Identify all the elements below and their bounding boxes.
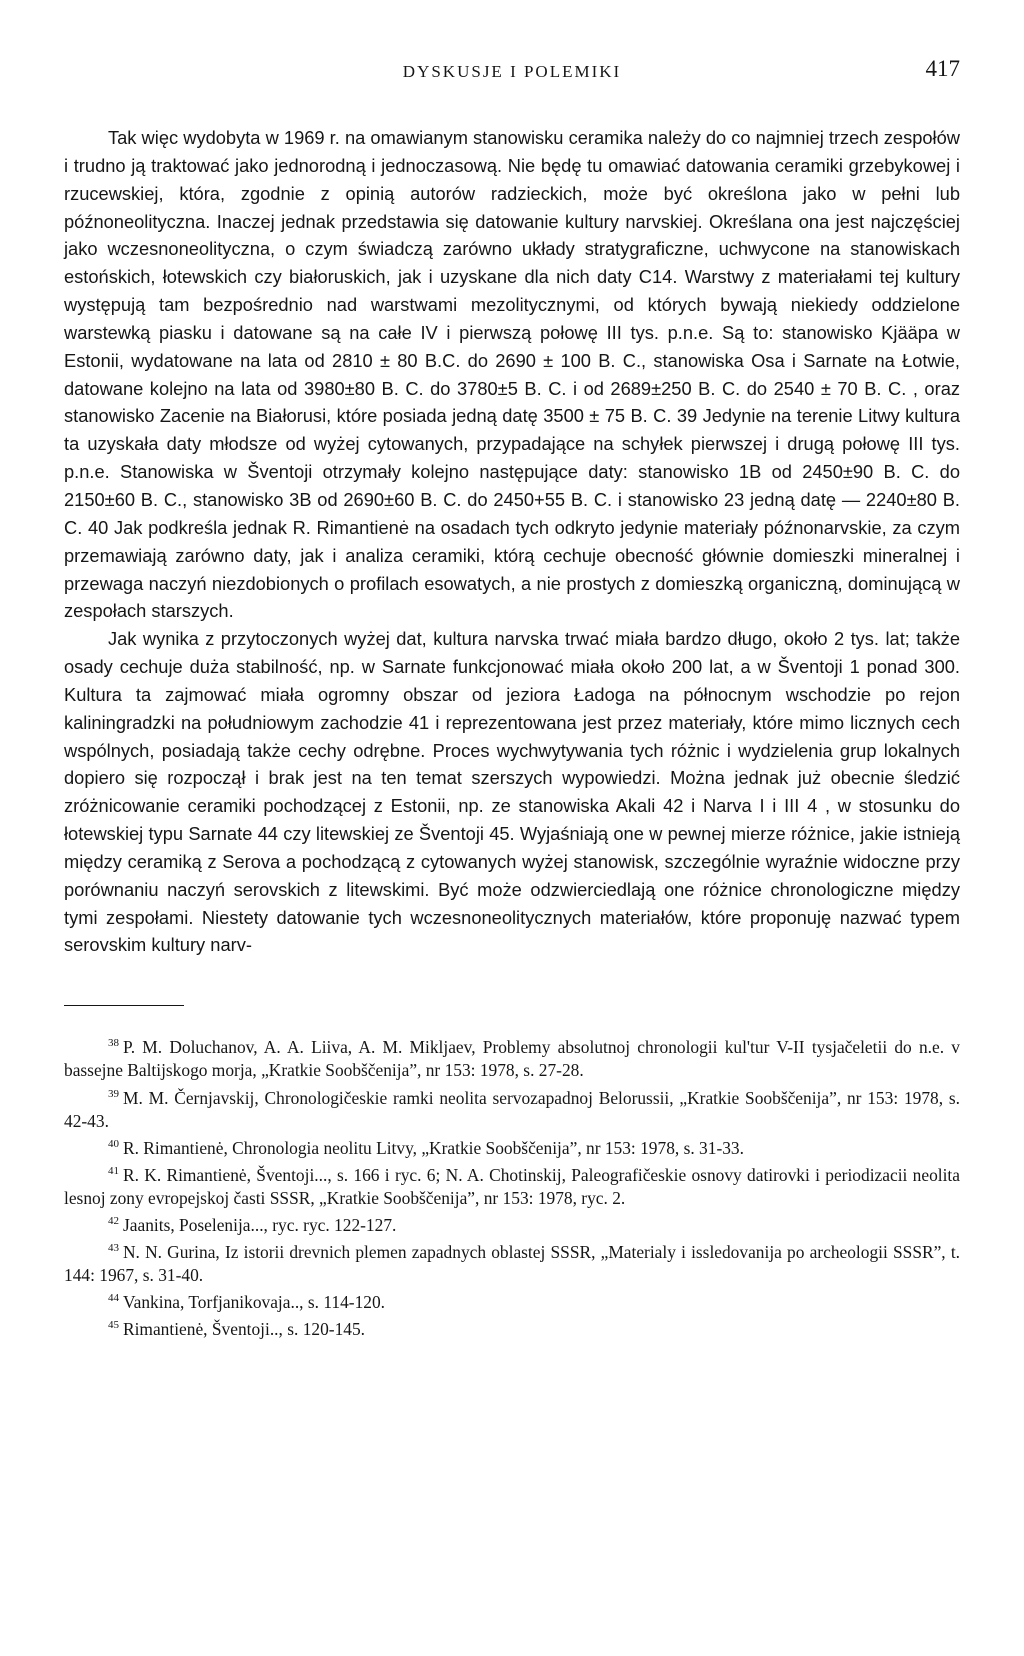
- footnote-number: 40: [108, 1137, 119, 1150]
- paragraph: Jak wynika z przytoczonych wyżej dat, kultura narvska trwać miała bardzo długo, około 2 tys. lat; także osady cechuje duża stabilność, np. w Sarnate funkcjonować miała około 200 lat, a w Šventoji 1 ponad 300. Kultura ta zajmować miała ogromny obszar od jeziora Ładoga na północnym wschodzie po rejon kaliningradzki na południowym zachodzie 41 i reprezentowana jest przez materiały, które mimo licznych cech wspólnych, posiadają także cechy odrębne. Proces wychwytywania tych różnic i wydzielenia grup lokalnych dopiero się rozpoczął i brak jest na ten temat szerszych wypowiedzi. Można jednak już obecnie śledzić zróżnicowanie ceramiki pochodzącej z Estonii, np. ze stanowiska Akali 42 i Narva I i III 4 , w stosunku do łotewskiej typu Sarnate 44 czy litewskiej ze Šventoji 45. Wyjaśniają one w pewnej mierze różnice, jakie istnieją między ceramiką z Serova a pochodzącą z cytowanych wyżej stanowisk, szczególnie wyraźnie widoczne przy porównaniu naczyń serovskich z litewskimi. Być może odzwierciedlają one różnice chronologiczne między tymi zespołami. Niestety datowanie tych wczesnoneolitycznych materiałów, które proponuję nazwać typem serovskim kultury narv-: [64, 628, 960, 956]
- footnote-number: 43: [108, 1241, 119, 1254]
- footnote: [64, 1133, 960, 1160]
- main-text: [64, 124, 960, 959]
- footnote-number: 44: [108, 1292, 119, 1305]
- footnote-number: 39: [108, 1087, 119, 1100]
- footnote-separator: [64, 1005, 184, 1006]
- footnote-text: R. K. Rimantienė, Šventoji..., s. 166 i ryc. 6; N. A. Chotinskij, Paleografičeskie osnovy datirovki i periodizacii neolita lesnoj zony evropejskoj časti SSSR, „Kratkie Soobščenija”, nr 153: 1978, ryc. 2.: [64, 1164, 960, 1208]
- footnote: [64, 1237, 960, 1287]
- footnote-number: 38: [108, 1037, 119, 1050]
- footnote-number: 45: [108, 1319, 119, 1332]
- footnote-number: 41: [108, 1164, 119, 1177]
- footnotes: [64, 1032, 960, 1341]
- footnote: [64, 1210, 960, 1237]
- page-number: 417: [925, 56, 960, 81]
- footnote-text: Jaanits, Poselenija..., ryc. ryc. 122-127.: [123, 1214, 397, 1235]
- footnote-text: R. Rimantienė, Chronologia neolitu Litvy, „Kratkie Soobščenija”, nr 153: 1978, s. 31-33.: [123, 1137, 744, 1158]
- paragraph: Tak więc wydobyta w 1969 r. na omawianym stanowisku ceramika należy do co najmniej trzech zespołów i trudno ją traktować jako jednorodną i jednoczasową. Nie będę tu omawiać datowania ceramiki grzebykowej i rzucewskiej, która, zgodnie z opinią autorów radzieckich, może być określona jako w pełni lub późnoneolityczna. Inaczej jednak przedstawia się datowanie kultury narvskiej. Określana ona jest najczęściej jako wczesnoneolityczna, o czym świadczą zarówno układy stratygraficzne, uchwycone na stanowiskach estońskich, łotewskich czy białoruskich, jak i uzyskane dla nich daty C14. Warstwy z materiałami tej kultury występują tam bezpośrednio nad warstwami mezolitycznymi, od których bywają niekiedy oddzielone warstewką piasku i datowane są na całe IV i pierwszą połowę III tys. p.n.e. Są to: stanowisko Kjääpa w Estonii, wydatowane na lata od 2810 ± 80 B.C. do 2690 ± 100 B. C., stanowiska Osa i Sarnate na Łotwie, datowane kolejno na lata od 3980±80 B. C. do 3780±5 B. C. i od 2689±250 B. C. do 2540 ± 70 B. C. , oraz stanowisko Zacenie na Białorusi, które posiada jedną datę 3500 ± 75 B. C. 39 Jedynie na terenie Litwy kultura ta uzyskała daty młodsze od wyżej cytowanych, przypadające na schyłek pierwszej i drugą połowę III tys. p.n.e. Stanowiska w Šventoji otrzymały kolejno następujące daty: stanowisko 1B od 2450±90 B. C. do 2150±60 B. C., stanowisko 3B od 2690±60 B. C. do 2450+55 B. C. i stanowisko 23 jedną datę — 2240±80 B. C. 40 Jak podkreśla jednak R. Rimantienė na osadach tych odkryto jedynie materiały późnonarvskie, za czym przemawiają zarówno daty, jak i analiza ceramiki, którą cechuje obecność głównie domieszki mineralnej i przewaga naczyń niezdobionych o profilach esowatych, a nie prostych z domieszką organiczną, dominującą w zespołach starszych.: [64, 127, 960, 622]
- footnote: [64, 1160, 960, 1210]
- footnote-text: P. M. Doluchanov, A. A. Liiva, A. M. Mikljaev, Problemy absolutnoj chronologii kul'tur V-II tysjačeletii do n.e. v bassejne Baltijskogo morja, „Kratkie Soobščenija”, nr 153: 1978, s. 27-28.: [64, 1037, 960, 1081]
- footnote-text: N. N. Gurina, Iz istorii drevnich plemen zapadnych oblastej SSSR, „Materialy i issledovanija po archeologii SSSR”, t. 144: 1967, s. 31-40.: [64, 1241, 960, 1285]
- running-title: DYSKUSJE I POLEMIKI: [402, 62, 622, 81]
- page-header: [64, 50, 960, 86]
- footnote: [64, 1314, 960, 1341]
- footnote: [64, 1287, 960, 1314]
- footnote-number: 42: [108, 1214, 119, 1227]
- footnote: [64, 1083, 960, 1133]
- footnote: [64, 1032, 960, 1082]
- footnote-text: Vankina, Torfjanikovaja.., s. 114-120.: [123, 1291, 386, 1312]
- footnote-text: M. M. Černjavskij, Chronologičeskie ramki neolita servozapadnoj Belorussii, „Kratkie Soobščenija”, nr 153: 1978, s. 42-43.: [64, 1087, 960, 1131]
- footnote-text: Rimantienė, Šventoji.., s. 120-145.: [123, 1318, 365, 1339]
